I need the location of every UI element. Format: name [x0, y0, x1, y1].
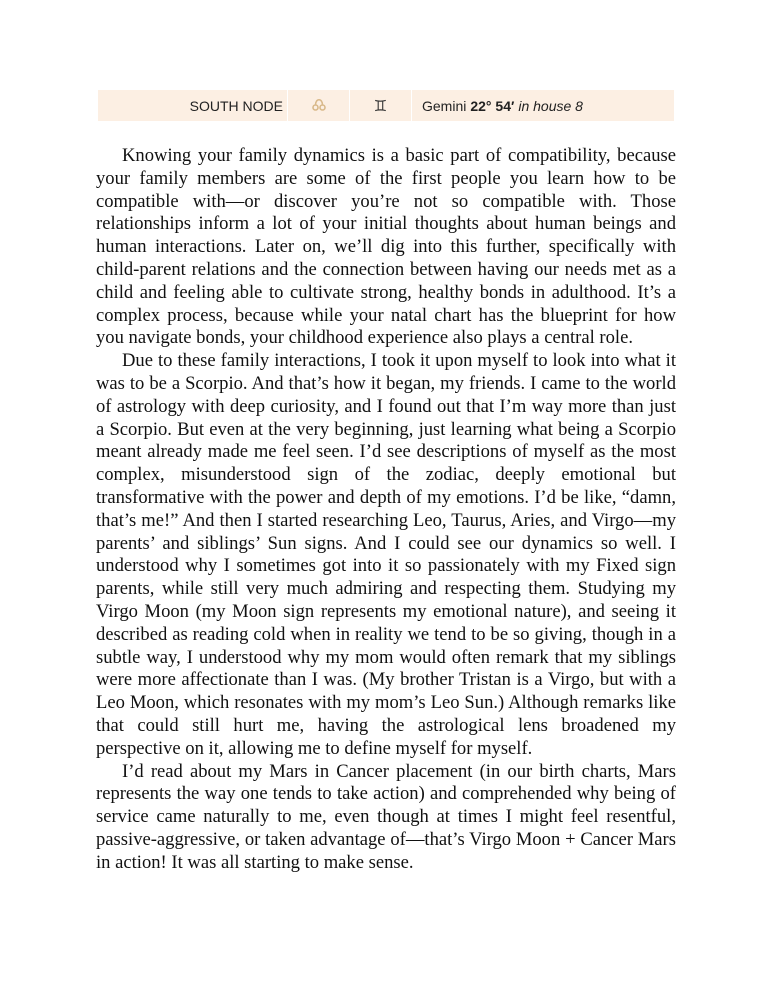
paragraph: Due to these family interactions, I took it upon myself to look into what it was to be a Scorpio. And that’s how it began, my friends. I came to the world of astrology with deep curiosity, and I found out that I’m way more than just a Scorpio. But even at the very beginning, just learning what being a Scorpio meant already made me feel seen. I’d see descriptions of myself as the most complex, misunderstood sign of the zodiac, deeply emotional but transformative with the power and depth of my emotions. I’d be like, “damn, that’s me!” And then I started researching Leo, Taurus, Aries, and Virgo—my parents’ and siblings’ Sun signs. And I could see our dynamics so well. I understood why I sometimes got into it so passionately with my Fixed sign parents, while still very much admiring and respecting them. Studying my Virgo Moon (my Moon sign represents my emotional nature), and seeing it described as reading cold when in reality we tend to be so giving, though in a subtle way, I understood why my mom would often remark that my siblings were more affectionate than I was. (My brother Tristan is a Virgo, but with a Leo Moon, which resonates with my mom’s Leo Sun.) Although remarks like that could still hurt me, having the astrological lens broadened my perspective on it, allowing me to define myself for myself.	[96, 350, 676, 759]
node-degrees: 22° 54′	[470, 97, 515, 114]
paragraph: I’d read about my Mars in Cancer placement (in our birth charts, Mars represents the way one tends to take action) and comprehended why being of service came naturally to me, even though at times I might feel resentful, passive-aggressive, or taken advantage of—that’s Virgo Moon + Cancer Mars in action! It was all starting to make sense.	[96, 760, 676, 873]
paragraph: Knowing your family dynamics is a basic part of compatibility, because your family members are some of the first people you learn how to be compatible with—or discover you’re not so compatible with. Those relationships inform a lot of your initial thoughts about human beings and human interactions. Later on, we’ll dig into this further, specifically with child-parent relations and the connection between having our needs met as a child and feeling able to cultivate strong, healthy bonds in adulthood. It’s a complex process, because while your natal chart has the blueprint for how you navigate bonds, your childhood experience also plays a central role.	[96, 145, 676, 349]
south-node-row	[98, 90, 674, 121]
node-symbol-cell	[288, 90, 350, 121]
node-house: in house 8	[518, 97, 583, 114]
sign-symbol-cell	[350, 90, 412, 121]
south-node-glyph-svg	[312, 96, 326, 112]
gemini-icon: ♊	[373, 96, 388, 115]
node-label-cell	[98, 90, 288, 121]
sign-name: Gemini	[422, 97, 467, 114]
node-position-cell	[412, 90, 674, 121]
south-node-icon	[312, 96, 326, 115]
node-label: SOUTH NODE	[189, 97, 283, 114]
body-text	[96, 145, 676, 875]
